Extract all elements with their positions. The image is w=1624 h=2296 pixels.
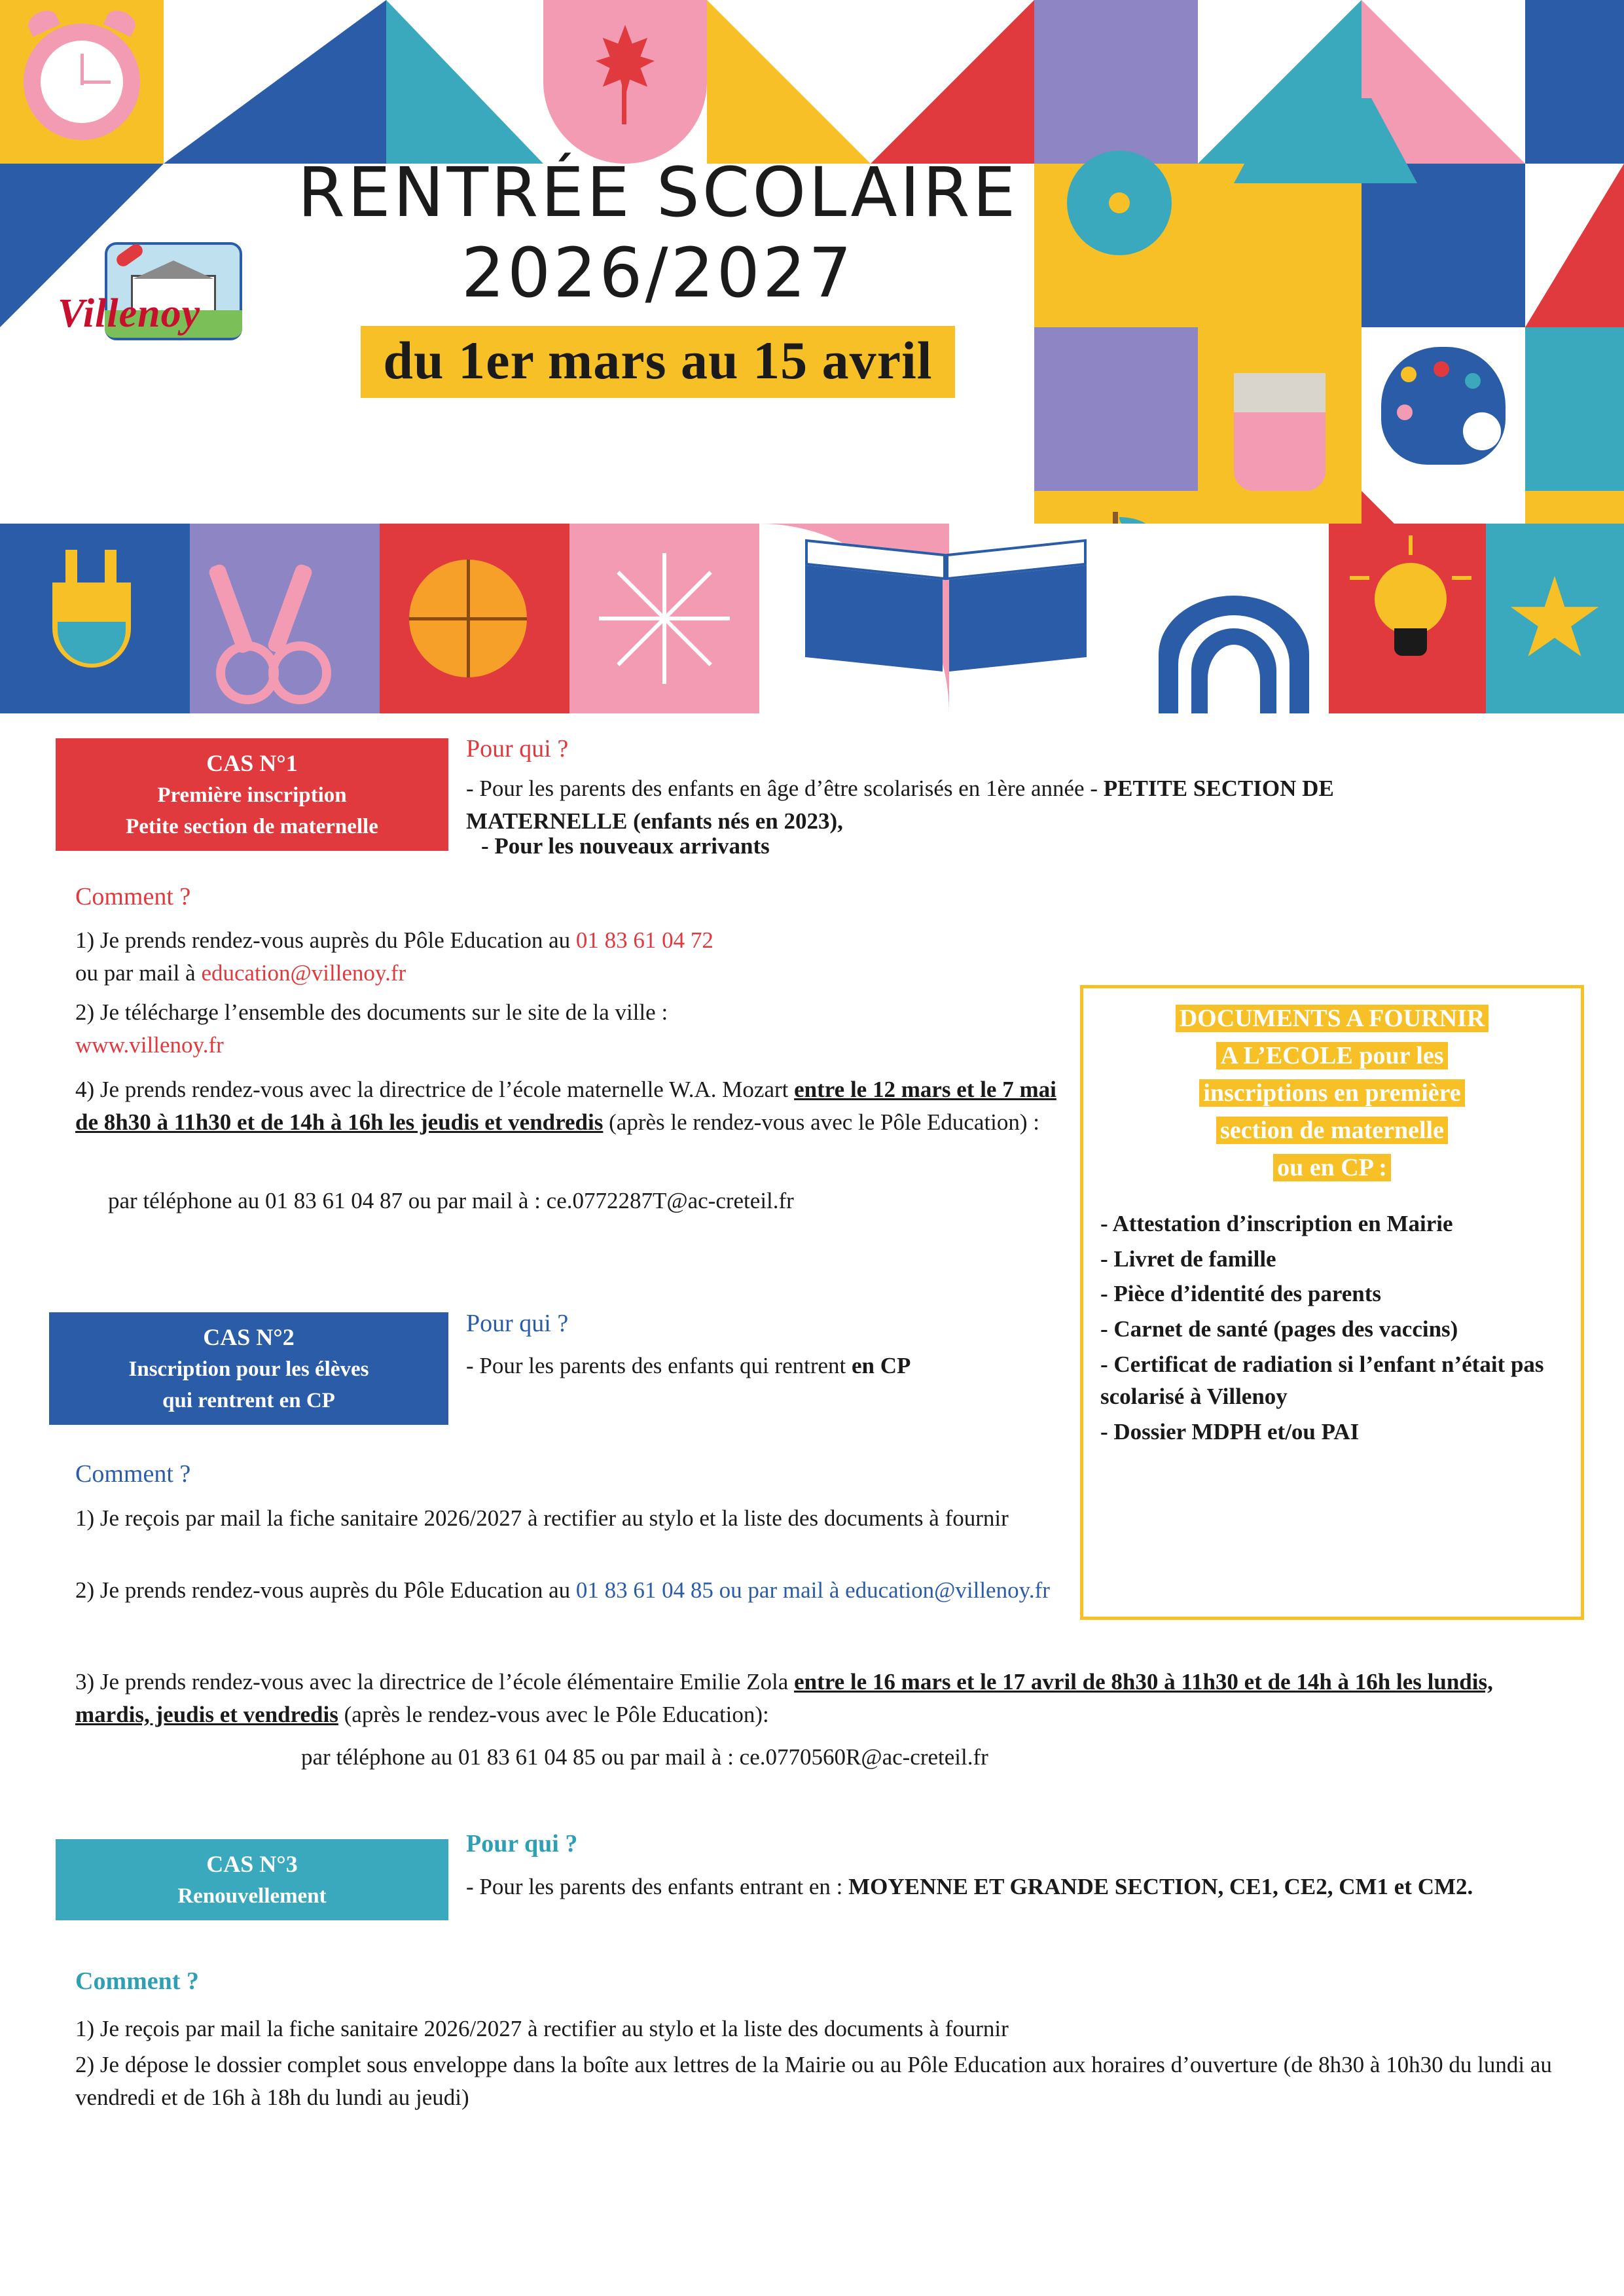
documents-box-item: - Certificat de radiation si l’enfant n’était pas scolarisé à Villenoy <box>1100 1351 1544 1410</box>
documents-box-title-line2: A L’ECOLE pour les <box>1216 1042 1447 1069</box>
palette-dot-teal <box>1465 373 1481 389</box>
case-3-pourqui-p1: - Pour les parents des enfants entrant en : <box>466 1874 849 1899</box>
lightbulb-base <box>1394 628 1427 656</box>
case-1-badge-line2: Première inscription <box>157 783 347 808</box>
case-2-badge-line2: Inscription pour les élèves <box>128 1357 369 1382</box>
case-2-step2-contact[interactable]: 01 83 61 04 85 ou par mail à education@villenoy.fr <box>575 1577 1050 1603</box>
case-2-step3-b: (après le rendez-vous avec le Pôle Education): <box>338 1701 769 1727</box>
case-1-step1-a: 1) Je prends rendez-vous auprès du Pôle Education au <box>75 927 576 953</box>
documents-box-item: - Carnet de santé (pages des vaccins) <box>1100 1316 1458 1342</box>
case-3-comment-label: Comment ? <box>75 1967 199 1995</box>
case-1-pourqui-label: Pour qui ? <box>466 735 569 762</box>
case-3-badge-title: CAS N°3 <box>206 1851 298 1877</box>
documents-box-title-line3: inscriptions en première <box>1199 1079 1464 1107</box>
banner-tile-blue-4 <box>1362 164 1525 327</box>
case-3-pourqui-label: Pour qui ? <box>466 1830 578 1857</box>
villenoy-logo <box>52 242 275 386</box>
banner-tile-blue-2 <box>1525 0 1624 164</box>
pencil-body <box>1234 183 1326 373</box>
banner-tri-white-3 <box>707 0 871 164</box>
documents-box-item: - Dossier MDPH et/ou PAI <box>1100 1419 1360 1445</box>
lightbulb-icon <box>1375 563 1447 635</box>
case-1-step1-mail[interactable]: education@villenoy.fr <box>201 960 406 986</box>
case-2-step3-contact: par téléphone au 01 83 61 04 85 ou par mail à : ce.0770560R@ac-creteil.fr <box>301 1744 988 1770</box>
case-1-pourqui-text <box>466 772 1487 837</box>
case-1-step-1 <box>75 924 1057 989</box>
case-1-step-4 <box>75 1073 1083 1138</box>
case-2-step-1: 1) Je reçois par mail la fiche sanitaire 2026/2027 à rectifier au stylo et la liste des documents à fournir <box>75 1505 1009 1531</box>
clock-hand-minute <box>82 81 111 84</box>
case-1-pourqui-p1-bold: PETITE SECTION DE MATERNELLE (enfants nés en 2023), <box>466 776 1334 834</box>
case-3-step-2: 2) Je dépose le dossier complet sous enveloppe dans la boîte aux lettres de la Mairie ou au Pôle Education aux horaires d’ouverture (de 8h30 à 10h30 du lundi au vendredi et de 16h à 18h du lundi au jeudi) <box>75 2052 1552 2110</box>
case-3-step-1: 1) Je reçois par mail la fiche sanitaire 2026/2027 à rectifier au stylo et la liste des documents à fournir <box>75 2016 1009 2041</box>
documents-box-item: - Pièce d’identité des parents <box>1100 1281 1382 1307</box>
case-1-step-2 <box>75 996 1057 1061</box>
bulb-ray-right <box>1452 576 1471 580</box>
case-3-badge <box>56 1839 448 1920</box>
palette-dot-red <box>1434 361 1449 377</box>
basketball-line-h <box>409 617 527 620</box>
case-1-step2-site[interactable]: www.villenoy.fr <box>75 1031 224 1058</box>
banner-tri-white-1 <box>164 0 386 164</box>
banner-title-block <box>216 152 1100 398</box>
palette-thumbhole <box>1463 412 1501 450</box>
case-1-pourqui-p1: - Pour les parents des enfants en âge d’être scolarisés en 1ère année - <box>466 776 1104 801</box>
documents-box-title-line5: ou en CP : <box>1273 1154 1391 1181</box>
case-1-step1-phone: 01 83 61 04 72 <box>575 927 713 953</box>
pencil-icon-tip <box>1234 98 1417 183</box>
case-2-pourqui-p1-bold: en CP <box>852 1353 911 1378</box>
case-2-step-2 <box>75 1574 1070 1607</box>
case-2-badge <box>49 1312 448 1425</box>
case-2-step3-a: 3) Je prends rendez-vous avec la directrice de l’école élémentaire Emilie Zola <box>75 1669 795 1695</box>
logo-text: Villenoy <box>58 291 201 336</box>
documents-box-item: - Attestation d’inscription en Mairie <box>1100 1211 1453 1236</box>
case-2-step2-a: 2) Je prends rendez-vous auprès du Pôle Education au <box>75 1577 576 1603</box>
case-1-step4-b: (après le rendez-vous avec le Pôle Education) : <box>603 1109 1040 1135</box>
pencil-ferrule <box>1234 373 1326 412</box>
case-1-badge-title: CAS N°1 <box>206 750 298 776</box>
case-1-pourqui-p2: - Pour les nouveaux arrivants <box>481 833 770 859</box>
case-1-comment-label: Comment ? <box>75 883 191 910</box>
banner-title-line2: 2026/2027 <box>461 233 855 314</box>
bulb-ray-left <box>1350 576 1369 580</box>
case-1-step4-a: 4) Je prends rendez-vous avec la directrice de l’école maternelle W.A. Mozart <box>75 1077 795 1102</box>
case-3-badge-line2: Renouvellement <box>177 1884 327 1909</box>
palette-dot-yellow <box>1401 367 1416 382</box>
case-1-step4-bold: entre le 12 mars et le 7 mai de 8h30 à 11h30 et de 14h à 16h les jeudis et vendredis <box>75 1077 1056 1135</box>
rainbow-arc-4 <box>1208 645 1260 713</box>
palette-dot-pink <box>1397 404 1413 420</box>
case-2-pourqui-text <box>466 1350 1042 1382</box>
documents-box-item: - Livret de famille <box>1100 1246 1276 1272</box>
case-1-step4-contact: par téléphone au 01 83 61 04 87 ou par mail à : ce.0772287T@ac-creteil.fr <box>108 1188 794 1213</box>
banner-tri-white-8 <box>1525 164 1624 327</box>
bulb-ray-top <box>1409 535 1413 555</box>
case-2-step3-bold: entre le 16 mars et le 17 avril de 8h30 à 11h30 et de 14h à 16h les lundis, mardis, jeudis et vendredis <box>75 1669 1493 1727</box>
case-1-badge <box>56 738 448 851</box>
documents-box-title-line4: section de maternelle <box>1216 1117 1448 1144</box>
pencil-eraser <box>1234 412 1326 491</box>
case-2-pourqui-p1: - Pour les parents des enfants qui rentrent <box>466 1353 852 1378</box>
documents-to-provide-box <box>1080 985 1584 1620</box>
documents-box-title-line1: DOCUMENTS A FOURNIR <box>1176 1005 1489 1032</box>
case-1-badge-line3: Petite section de maternelle <box>126 815 378 839</box>
case-1-step1-b: ou par mail à <box>75 960 202 986</box>
banner-tile-teal-3 <box>1525 327 1624 491</box>
case-1-step2-a: 2) Je télécharge l’ensemble des documents sur le site de la ville : <box>75 999 668 1025</box>
documents-box-title <box>1083 988 1581 1191</box>
banner-date-band: du 1er mars au 15 avril <box>361 326 954 398</box>
banner-tri-white-2 <box>386 0 543 164</box>
case-2-comment-label: Comment ? <box>75 1460 191 1488</box>
case-2-badge-line3: qui rentrent en CP <box>162 1389 335 1413</box>
banner-title-line1: RENTRÉE SCOLAIRE <box>297 152 1019 232</box>
leaf-stem <box>622 85 626 124</box>
case-2-pourqui-label: Pour qui ? <box>466 1310 569 1337</box>
scissors-handle-right <box>268 641 331 704</box>
sun-center <box>1109 192 1130 213</box>
header-banner <box>0 0 1624 713</box>
banner-tile-purple-1 <box>1034 0 1198 164</box>
banner-tri-white-4 <box>871 0 1034 164</box>
case-2-badge-title: CAS N°2 <box>203 1324 295 1350</box>
case-2-step-3 <box>75 1666 1515 1731</box>
case-3-pourqui-text <box>466 1871 1579 1903</box>
case-3-pourqui-p1-bold: MOYENNE ET GRANDE SECTION, CE1, CE2, CM1 et CM2. <box>848 1874 1473 1899</box>
documents-box-list <box>1083 1191 1581 1448</box>
